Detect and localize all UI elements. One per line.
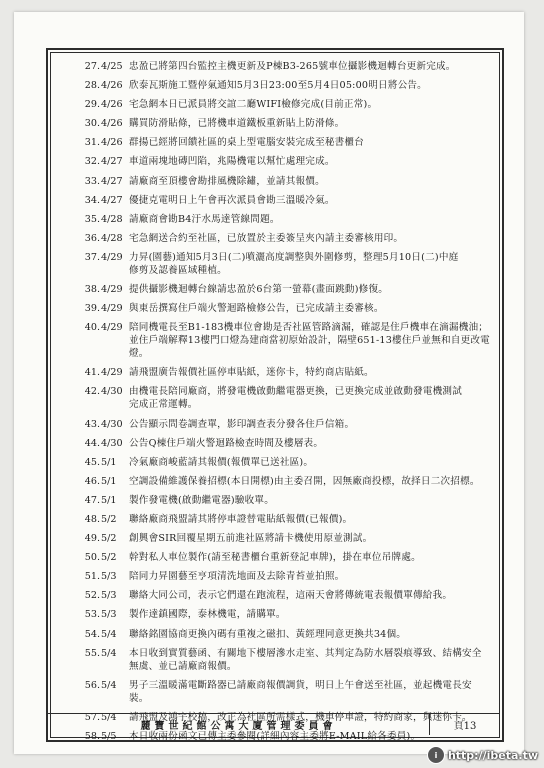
report-item xyxy=(74,321,490,360)
item-text: 製作達鎮國際，泰林機電，請購單。 xyxy=(129,609,286,621)
report-item xyxy=(74,570,490,583)
item-number: 33 xyxy=(84,175,97,187)
item-date: 4/26 xyxy=(101,80,123,92)
report-item xyxy=(74,418,490,431)
item-number: 36 xyxy=(84,232,97,244)
item-text: 幹對私人車位製作(請至秘書櫃台重新登記車牌)，掛在車位吊牌處。 xyxy=(129,552,421,564)
report-item xyxy=(74,155,490,168)
item-number-dot: . xyxy=(97,679,101,691)
footer-committee-title: 麗寶世紀館公寓大廈管理委員會 xyxy=(140,721,337,732)
item-number-dot: . xyxy=(97,80,101,92)
item-number-dot: . xyxy=(97,213,101,225)
report-item xyxy=(74,232,490,245)
item-date: 4/27 xyxy=(101,194,123,206)
item-number: 52 xyxy=(84,590,97,602)
item-date: 5/2 xyxy=(101,552,117,564)
item-date: 4/28 xyxy=(101,232,123,244)
item-number-dot: . xyxy=(97,367,101,379)
item-number-dot: . xyxy=(97,175,101,187)
item-text: 欣泰瓦斯施工暨停氣通知5月3日23:00至5月4日05:00明日將公告。 xyxy=(129,80,427,92)
item-text: 空調設備維護保養招標(本日開標)由主委召開，因無廠商投標，故择日二次招標。 xyxy=(129,475,480,487)
item-number-dot: . xyxy=(97,322,101,334)
item-number: 45 xyxy=(84,456,97,468)
item-number: 46 xyxy=(84,475,97,487)
report-item xyxy=(74,60,490,73)
item-number-dot: . xyxy=(97,61,101,72)
item-number-dot: . xyxy=(97,137,101,149)
item-text: 優捷克電明日上午會再次派員會勘三溫暖冷氣。 xyxy=(129,194,335,206)
item-number-dot: . xyxy=(97,99,101,111)
watermark-logo-icon: i xyxy=(427,746,445,764)
item-number-dot: . xyxy=(97,647,101,659)
item-number-dot: . xyxy=(97,711,101,723)
item-number-dot: . xyxy=(97,386,101,398)
item-date: 4/26 xyxy=(101,137,123,149)
report-item xyxy=(74,251,490,277)
item-date: 5/5 xyxy=(101,730,117,742)
item-date: 4/26 xyxy=(101,118,123,130)
item-date: 5/3 xyxy=(101,590,117,602)
item-date: 4/29 xyxy=(101,367,123,379)
report-item xyxy=(74,551,490,564)
item-text: 本日收兩份函文已傳主委參閱(詳細內容主委將E-MAIL給各委員)。 xyxy=(129,730,421,742)
item-number: 34 xyxy=(84,194,97,206)
report-item xyxy=(74,98,490,111)
report-item xyxy=(74,437,490,450)
item-text: 製作發電機(啟動繼電器)驗收單。 xyxy=(129,494,274,506)
item-date: 4/28 xyxy=(101,213,123,225)
item-number: 27 xyxy=(84,61,97,72)
report-item xyxy=(74,532,490,545)
report-item xyxy=(74,475,490,488)
item-text: 請飛盟廣告報價社區停車貼紙，迷你卡，特約商店貼紙。 xyxy=(129,367,374,379)
item-text: 聯絡廠商飛盟請其將停車證替電貼紙報價(已報價)。 xyxy=(129,513,353,525)
item-date: 5/4 xyxy=(101,628,117,640)
item-number-dot: . xyxy=(97,590,101,602)
item-number: 35 xyxy=(84,213,97,225)
item-date: 5/1 xyxy=(101,456,117,468)
item-number: 54 xyxy=(84,628,97,640)
report-item xyxy=(74,589,490,602)
item-number: 58 xyxy=(84,730,97,742)
item-number: 44 xyxy=(84,437,97,449)
item-text: 陪同力昇園藝至亨項清洗地面及去除青苔並拍照。 xyxy=(129,571,345,583)
item-date: 4/30 xyxy=(101,386,123,398)
report-item xyxy=(74,628,490,641)
item-number: 55 xyxy=(84,647,97,659)
report-item xyxy=(74,494,490,507)
item-text: 與東岳撰寫住戶端火警迴路檢修公告，已完成請主委審核。 xyxy=(129,303,384,315)
item-date: 4/29 xyxy=(101,251,123,263)
item-number-dot: . xyxy=(97,628,101,640)
report-item xyxy=(74,679,490,705)
item-number-dot: . xyxy=(97,730,101,742)
item-date: 5/3 xyxy=(101,571,117,583)
item-text: 宅急網送合約至社區，已放置於主委簽呈夾內請主委審核用印。 xyxy=(129,232,404,244)
report-item xyxy=(74,194,490,207)
item-number: 51 xyxy=(84,571,97,583)
item-number: 40 xyxy=(84,322,97,334)
item-date: 4/26 xyxy=(101,99,123,111)
item-date: 5/3 xyxy=(101,609,117,621)
item-number-dot: . xyxy=(97,571,101,583)
report-item xyxy=(74,385,490,411)
page-footer xyxy=(48,713,500,735)
item-date: 5/4 xyxy=(101,679,117,691)
item-date: 5/2 xyxy=(101,533,117,545)
item-date: 5/1 xyxy=(101,494,117,506)
item-date: 4/29 xyxy=(101,303,123,315)
item-text: 車道兩塊地磚凹陷，兆陽機電以幫忙處理完成。 xyxy=(129,156,335,168)
item-text: 力昇(園藝)通知5月3日(二)噴灑高度調整與外圍修剪，整理5月10日(二)中庭 修剪及認養區域種植。 xyxy=(129,251,459,276)
item-number: 39 xyxy=(84,303,97,315)
item-text: 由機電長陪同廠商，將發電機啟動繼電器更換，已更換完成並啟動發電機測試 完成正常運轉。 xyxy=(129,386,462,411)
item-text: 請廠商至頂樓會勘排風機除鏽，並請其報價。 xyxy=(129,175,325,187)
item-text: 陪同機電長至B1-183機車位會勘是否社區管路滴漏，確認是住戶機車在滴漏機油； 並住戶端解釋13樓門口燈為建商當初原始設計，隔壁651-13樓住戶並無和自更改電燈。 xyxy=(129,322,490,360)
footer-page-number: 頁13 xyxy=(429,714,500,735)
item-date: 4/27 xyxy=(101,175,123,187)
item-text: 男子三溫暖滿電斷路器已請廠商報價調貨，明日上午會送至社區，並起機電長安裝。 xyxy=(129,679,472,704)
report-item xyxy=(74,647,490,673)
item-text: 聯絡銘園協商更換內碼有重複之磁扣、黃經理同意更換共34個。 xyxy=(129,628,407,640)
item-number-dot: . xyxy=(97,156,101,168)
item-text: 公告Q棟住戶端火警迴路檢查時間及樓層表。 xyxy=(129,437,324,449)
item-text: 購買防滑貼條，已將機車道鐵板重新貼上防滑條。 xyxy=(129,118,345,130)
item-number-dot: . xyxy=(97,437,101,449)
item-number-dot: . xyxy=(97,475,101,487)
item-number: 57 xyxy=(84,711,97,723)
report-item xyxy=(74,283,490,296)
item-number: 42 xyxy=(84,386,97,398)
site-watermark xyxy=(427,746,538,764)
item-date: 4/27 xyxy=(101,156,123,168)
report-item xyxy=(74,79,490,92)
watermark-text: http://ibeta.tw xyxy=(447,748,538,762)
item-number-dot: . xyxy=(97,118,101,130)
item-date: 5/4 xyxy=(101,711,117,723)
item-number: 53 xyxy=(84,609,97,621)
item-text: 公告顯示問卷調查單，影印調查表分發各住戶信箱。 xyxy=(129,418,355,430)
item-number: 56 xyxy=(84,679,97,691)
item-number: 47 xyxy=(84,494,97,506)
item-number: 29 xyxy=(84,99,97,111)
item-text: 冷氣廠商峻藍請其報價(報價單已送社區)。 xyxy=(129,456,314,468)
item-text: 本日收到實質藝函、有關地下樓層滲水走室、其判定為防水層裂痕導致、結構安全 無虞、並已請廠商報價。 xyxy=(129,647,482,672)
report-item xyxy=(74,302,490,315)
item-number: 43 xyxy=(84,418,97,430)
report-item xyxy=(74,366,490,379)
item-date: 4/25 xyxy=(101,61,123,72)
item-date: 4/30 xyxy=(101,418,123,430)
item-text: 請飛盟及鴻宇校稿，改正為社區所需樣式，機車停車證，特約商家，與迷你卡。 xyxy=(129,711,472,723)
item-date: 4/29 xyxy=(101,322,123,334)
item-date: 5/4 xyxy=(101,647,117,659)
item-date: 4/29 xyxy=(101,284,123,296)
item-date: 4/30 xyxy=(101,437,123,449)
report-item xyxy=(74,513,490,526)
report-item-list xyxy=(74,60,490,749)
item-number: 28 xyxy=(84,80,97,92)
report-item xyxy=(74,213,490,226)
item-number-dot: . xyxy=(97,232,101,244)
item-number-dot: . xyxy=(97,251,101,263)
item-number-dot: . xyxy=(97,284,101,296)
report-item xyxy=(74,175,490,188)
report-item xyxy=(74,456,490,469)
item-number-dot: . xyxy=(97,456,101,468)
item-number: 48 xyxy=(84,513,97,525)
item-number-dot: . xyxy=(97,194,101,206)
item-text: 請廠商會勘B4汙水馬達管線問題。 xyxy=(129,213,280,225)
report-item xyxy=(74,117,490,130)
document-page xyxy=(14,12,524,754)
item-number: 37 xyxy=(84,251,97,263)
report-item xyxy=(74,136,490,149)
item-number: 32 xyxy=(84,156,97,168)
item-number: 50 xyxy=(84,552,97,564)
item-number-dot: . xyxy=(97,418,101,430)
item-number: 30 xyxy=(84,118,97,130)
item-number: 31 xyxy=(84,137,97,149)
item-text: 提供攝影機迴轉台線請忠盈於6台第一螢幕(畫面跳動)修復。 xyxy=(129,284,389,296)
item-number: 49 xyxy=(84,533,97,545)
item-number-dot: . xyxy=(97,533,101,545)
item-number-dot: . xyxy=(97,494,101,506)
item-text: 聯絡大同公司，表示它們還在跑流程，這兩天會將傳統電表報價單傳給我。 xyxy=(129,590,453,602)
report-item xyxy=(74,608,490,621)
item-number-dot: . xyxy=(97,513,101,525)
item-number-dot: . xyxy=(97,609,101,621)
item-date: 5/1 xyxy=(101,475,117,487)
item-date: 5/2 xyxy=(101,513,117,525)
item-number: 41 xyxy=(84,367,97,379)
item-number-dot: . xyxy=(97,303,101,315)
item-text: 宅急網本日已派員將交誼二廳WIFI檢修完成(目前正常)。 xyxy=(129,99,378,111)
item-text: 忠盈已將第四台監控主機更新及P棟B3-265號車位攝影機迴轉台更新完成。 xyxy=(129,61,456,72)
item-number: 38 xyxy=(84,284,97,296)
item-text: 群揚已經將回饋社區的桌上型電腦安裝完成至秘書櫃台 xyxy=(129,137,365,149)
item-text: 創興會SIR回覆星期五前進社區將請卡機使用原並測試。 xyxy=(129,533,373,545)
item-number-dot: . xyxy=(97,552,101,564)
